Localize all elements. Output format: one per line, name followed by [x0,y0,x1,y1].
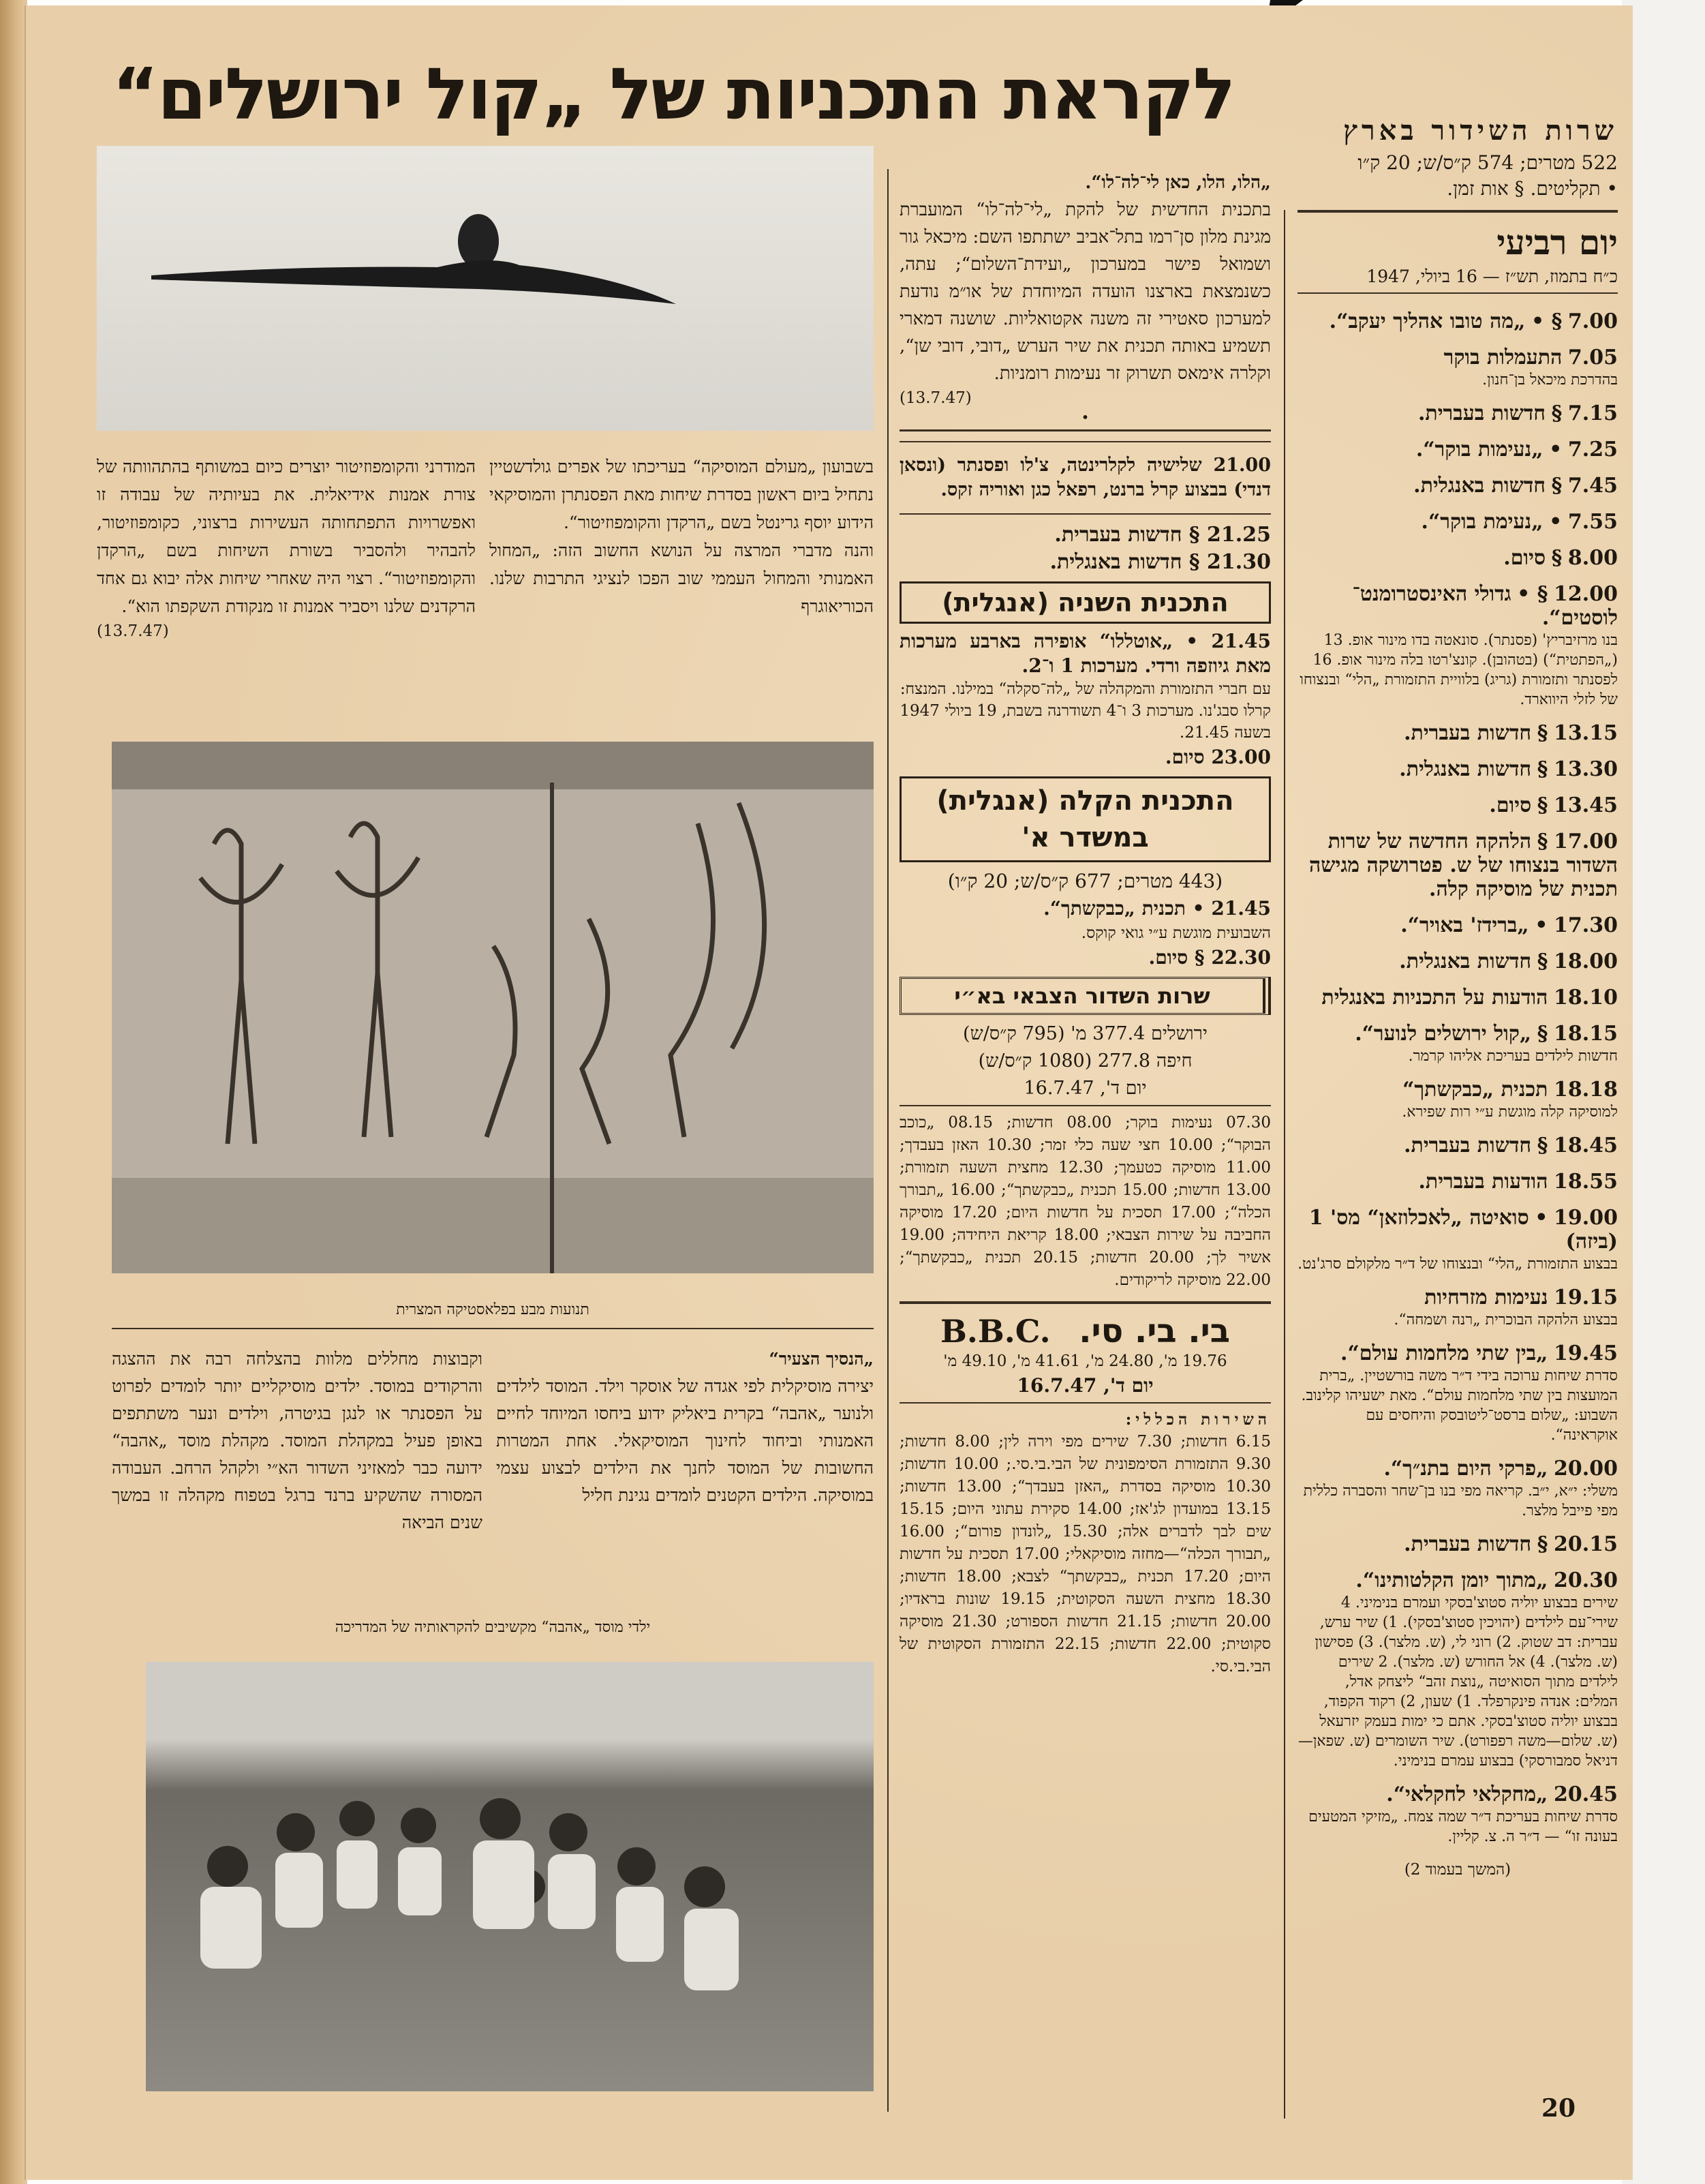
entry-description: למוסיקה קלה מוגשת ע״י רות שפירא. [1402,1104,1618,1121]
schedule-entry [1297,830,1618,902]
entry-description: בבצוע הלהקה הבוכרית „רנה ושמחה“. [1394,1311,1618,1329]
entry-title: „קול ירושלים לנוער“. [1355,1022,1532,1046]
entry-time: 18.55 [1554,1170,1618,1194]
entry-time: 7.25 [1567,438,1618,461]
light-request-description: השבועית מוגשת ע״י גואי קוקס. [1081,924,1271,942]
clarinet-entry: 21.00 שלישיה לקלרינטה, צ'לו ופסנתר (ונסאן דנדי) בבצוע קרל ברנט, רפאל כגן ואוריה זקס. [900,455,1271,500]
music-world-text-a [489,453,874,620]
entry-title: „ברידז' באויר“. [1400,913,1529,937]
entry-time: 19.00 [1554,1206,1618,1230]
entry-time: 12.00 [1554,582,1618,606]
schedule-entry [1297,583,1618,710]
schedule-entry [1297,914,1618,938]
masthead-title: שרות השידור בארץ [1343,115,1618,147]
schedule-entry [1297,310,1618,334]
schedule-entry [1297,1783,1618,1847]
schedule-entry [1297,1286,1618,1330]
column-rule [1284,210,1285,2119]
othello-entry: 21.45 • „אוטללו“ אופירה בארבע מערכות מאת גיוזפה ורדי. מערכות 1 ו־2. [900,630,1271,677]
army-schedule-text: 07.30 נעימות בוקר; 08.00 חדשות; 08.15 „כוכב הבוקר“; 10.00 חצי שעה כלי זמר; 10.30 האזן בעבדך; 11.00 מוסיקה כטעמך; 12.30 מחצית השעה תזמורת; 13.00 חדשות; 15.00 תכנית „כבקשתך“; 16.00 „תבורך הכלה“; 17.00 תסכית על חדשות היום; 17.20 מוסיקה החביבה על שירות הצבאי; 18.00 קריאת היחידה; 19.00 אשיר לך; 20.00 חדשות; 20.15 תכנית „כבקשתך“; 22.00 מוסיקה לריקודים. [900,1114,1272,1289]
music-world-paragraph-1: בשבועון „מעולם המוסיקה“ בעריכתו של אפרים גולדשטיין נתחיל ביום ראשון בסדרת שיחות מאת הפסנתרן והמוסיקאי הידוע יוסף גרינטל בשם „הרקדן והקומפוזיטור“. [489,457,874,532]
entry-mark: § • [1531,309,1563,333]
schedule-entry [1297,402,1618,426]
entry-title: הלהקה החדשה של שרות השדור בנצוחו של ש. פטרושקה מגישה תכנית של מוסיקה קלה. [1308,830,1618,901]
bbc-header [900,1312,1271,1350]
entry-time: 13.15 [1554,721,1618,745]
music-world-paragraph-2: והנה מדברי המרצה על הנושא החשוב הזה: „המחול האמנותי והמחול העממי שוב הפכו לנציגי התרבות שלנו. הכוריאוגרף [489,541,874,616]
schedule-entry [1297,1078,1618,1122]
schedule-column [1297,222,1618,1881]
continued-note: (המשך בעמוד 2) [1404,1861,1511,1879]
army-jerusalem-frequency: ירושלים 377.4 מ' (795 ק״ס/ש) [963,1023,1208,1044]
entry-mark: • [1535,913,1548,937]
music-world-date: (13.7.47) [97,622,169,640]
entry-title: גדולי האינסטרומנט־ לוסטים“. [1352,582,1618,630]
light-program-frequency: (443 מטרים; 677 ק״ס/ש; 20 ק״ו) [947,870,1223,892]
entry-title: סיום. [1489,793,1532,817]
entry-time: 17.00 [1554,830,1618,853]
schedule-entry [1297,346,1618,390]
background-surface [1622,0,1705,2184]
swimmer-figure [97,146,874,431]
young-prince-article-b [112,1346,482,1536]
entry-mark: § [1537,793,1548,817]
entry-mark: § [1537,950,1548,973]
entry-time: 18.45 [1554,1134,1618,1157]
middle-column [900,169,1271,1678]
entry-title: חדשות בעברית. [1404,1532,1532,1556]
schedule-entry [1297,794,1618,818]
entry-time: 7.55 [1567,510,1618,534]
entry-time: 7.00 [1567,309,1618,333]
entry-mark: § [1537,721,1548,745]
bbc-date: יום ד', 16.7.47 [1017,1374,1154,1397]
entry-mark: § • [1517,582,1548,606]
entry-mark: § [1551,546,1563,570]
entry-title: „מתוך יומן הקלטותינו“. [1355,1568,1548,1592]
lilalo-heading: „הלו, הלו, כאן לי־לה־לו“. [1085,172,1271,193]
entry-title: סואיטה „לאכלוזאן“ מס' 1 (ביזה) [1308,1206,1618,1254]
end-entry-1: 23.00 סיום. [1165,746,1271,768]
entry-mark: § [1537,1532,1548,1556]
entry-time: 20.45 [1554,1783,1618,1806]
entry-description: שירים בבצוע יוליה סטוצ'בסקי ועמרם בנימיני. 4 שירי־עם לילדים (יהויכין סטוצ'בסקי). 1) שיר ערש, עברית: דב שטוק. 2) רוני לי, (ש. מלצר). 3) פסישון (ש. מלצר). 4) אל החורש (ש. מלצר). 2 שירים לילדים מתוך הסואיטה „נוצת זהב“ ליצחק אדל, המלים: אנדה פינקרפלד. 1) שעון, 2) רקוד הקפוד, בבצוע יוליה סטוצ'בסקי. אתם כי ימות בעמק יזרעאל (ש. שלום—משה רפפורט). שיר השומרים (ש. שפאן—דניאל סמבורסקי) בבצוע עמרם בנימיני. [1297,1594,1618,1770]
entry-time: 8.00 [1567,546,1618,570]
schedule-entry [1297,1533,1618,1557]
entry-description: סדרת שיחות בעריכת ד״ר שמה צמח. „מזיקי המטעים בעונה זו“ — ד״ר ה. צ. קליין. [1308,1808,1618,1845]
lilalo-date: (13.7.47) [900,389,972,407]
egyptian-relief-photo [112,742,874,1273]
entry-title: חדשות בעברית. [1417,401,1546,425]
book-spine [0,0,27,2184]
entry-description: סדרת שיחות ערוכה בידי ד״ר משה בורשטיין. „ברית המועצות בין שתי מלחמות עולם“. מאת ישעיהו קלינוב. השבוע: „שלום ברסט־ליטובסק והיחסים עם אוקראינה“. [1301,1367,1618,1444]
masthead-subtitle [1297,150,1618,202]
entry-time: 18.18 [1554,1078,1618,1102]
schedule-entry [1297,474,1618,498]
entry-title: הודעות על התכניות באנגלית [1321,986,1548,1010]
schedule-entry [1297,1134,1618,1158]
entry-title: „מה טובו אהליך יעקב“. [1329,309,1526,333]
entry-title: התעמלות בוקר [1443,346,1563,369]
mid-rule-3 [900,513,1271,515]
army-rule [900,1105,1271,1106]
bbc-rule [900,1301,1271,1304]
schedule-entry [1297,1457,1618,1521]
day-title: יום רביעי [1496,222,1618,262]
schedule-entry [1297,1342,1618,1445]
bbc-title-hebrew: בי. בי. סי. [1079,1312,1230,1350]
young-prince-article-a [496,1346,874,1509]
schedule-entry [1297,1170,1618,1194]
young-prince-paragraph-1: יצירה מוסיקלית לפי אגדה של אוסקר וילד. המוסד לילדים ולנוער „אהבה“ בקרית ביאליק ידוע ביחסו המיוחד לחיים האמנותי וביחוד לחינוך המוסיקאלי. אחת המטרות החשובות של המוסד לחנך את הילדים לבצוע עצמי במוסיקה. הילדים הקטנים לומדים נגינת חליל [496,1376,874,1505]
entry-time: 7.05 [1567,346,1618,369]
entry-time: 13.45 [1554,793,1618,817]
entry-title: „בין שתי מלחמות עולם“. [1340,1341,1548,1365]
page-number: 20 [1541,2094,1576,2123]
schedule-entry [1297,438,1618,462]
entry-title: חדשות בעברית. [1404,721,1532,745]
schedule-entry [1297,511,1618,534]
schedule-entry [1297,547,1618,571]
entry-time: 17.30 [1554,913,1618,937]
entry-mark: § [1537,757,1548,781]
entry-title: סיום. [1503,546,1546,570]
second-program-box: התכנית השניה (אנגלית) [900,581,1271,624]
schedule-entry [1297,950,1618,974]
schedule-entry [1297,722,1618,746]
young-prince-paragraph-2: וקבוצות מחללים מלוות בהצלחה רבה את ההצגה והרקודים במוסד. ילדים מוסיקליים יותר לומדים לפרוט על הפסנתר או לנגן בגיטרה, וילדים ונער משתתפים באופן פעיל במקהלת המוסד. מקהלת מוסד „אהבה“ ידועה כבר למאזיני השדור הא״י ולקהל הרחב. העבודה המסורה שהשקיע ברנד ברגל בטפוח מקהלה זו במשך שנים הביאה [112,1349,482,1532]
young-prince-title: „הנסיך הצעיר“ [769,1349,874,1369]
entry-time: 7.15 [1567,401,1618,425]
entry-description: בבצוע התזמורת „הלי“ ובנצוחו של ד״ר מלקולם סרג'נט. [1297,1256,1618,1273]
music-world-text-b [97,453,476,642]
masthead-rule [1297,210,1618,213]
bbc-date-rule [900,1402,1271,1404]
music-world-paragraph-3: המודרני והקומפוזיטור יוצרים כיום במשותף בהתהוותה של צורת אמנות אידיאלית. את בעיותיה של עבודה זו ואפשרויות התפתחותה העשירות ברצוני, כקומפוזיטור, להבהיר ולהסביר בשורת השיחות בשם „הרקדן והקומפוזיטור“. רצוי היה שאחרי שיחות אלה יבוא גם אחד הרקדנים שלנו ויסביר אמנות זו מנקודת השקפתו הוא“. [97,457,476,616]
magazine-page [25,5,1633,2180]
army-date: יום ד', 16.7.47 [1024,1078,1147,1099]
mid-rule-2 [900,441,1271,442]
entry-description: בהדרכת מיכאל בן־חנון. [1482,371,1618,389]
entry-title: חדשות בעברית. [1404,1134,1532,1157]
entry-time: 19.45 [1554,1341,1618,1365]
news-english-entry: 21.30 § חדשות באנגלית. [1049,550,1271,574]
entry-title: „נעימות בוקר“. [1415,438,1543,461]
entry-mark: • [1549,510,1563,534]
news-hebrew-entry: 21.25 § חדשות בעברית. [1054,523,1271,547]
children-photo [146,1662,874,2091]
entry-time: 19.15 [1554,1286,1618,1309]
entry-time: 20.00 [1554,1457,1618,1481]
light-program-box: התכנית הקלה (אנגלית) במשדר א' [900,776,1271,862]
schedule-entry [1297,1022,1618,1066]
entry-mark: § [1537,1134,1548,1157]
schedule-entry [1297,1207,1618,1274]
entry-mark: § [1551,401,1563,425]
entry-time: 18.15 [1554,1022,1618,1046]
schedule-entry [1297,1569,1618,1771]
army-haifa-frequency: חיפה 277.8 (1080 ק״ס/ש) [978,1050,1193,1072]
bbc-service-label: השירות הכללי: [1125,1410,1271,1429]
entry-title: תכנית „כבקשתך“ [1402,1078,1548,1102]
kids-caption: ילדי מוסד „אהבה“ מקשיבים להקראותיה של המדריכה [335,1619,651,1636]
schedule-entry [1297,758,1618,782]
army-radio-box: שרות השדור הצבאי בא״י [900,977,1271,1015]
entry-time: 20.30 [1554,1568,1618,1592]
entry-title: הודעות בעברית. [1418,1170,1548,1194]
day-rule [1297,292,1618,294]
mid-rule-1 [900,429,1271,431]
entry-title: חדשות באנגלית. [1413,474,1546,498]
light-request-entry: 21.45 • תכנית „כבקשתך“. [1043,897,1271,920]
column-rule-2 [887,169,889,2112]
entry-title: נעימות מזרחיות [1424,1286,1548,1309]
entry-description: בנו מרזיבריץ' (פסנתר). סונאטה בדו מינור אופ. 13 („הפתטית“) (בטהובן). קונצ'רטו בלה מינור אופ. 16 לפסנתר ותזמורת (גריג) בלוויית התזמורת „הלי“ ובנצוחו של לזלי היווארד. [1300,632,1618,708]
entry-title: חדשות באנגלית. [1399,757,1532,781]
entry-time: 18.10 [1554,986,1618,1010]
entry-description: משלי: י״א, י״ב. קריאה מפי בנו בן־שחר והסברה כללית מפי פייבל מלצר. [1303,1483,1618,1519]
bullet-divider: • [1081,409,1090,425]
page-headline: לקראת התכניות של „קול ירושלים“ [112,52,1235,136]
entry-mark: • [1549,438,1563,461]
othello-description: עם חברי התזמורת והמקהלה של „לה־סקלה“ במילנו. המנצח: קרלו סבג'נו. מערכות 3 ו־4 תשודרנה בשבת, 19 ביולי 1947 בשעה 21.45. [900,680,1271,742]
entry-title: חדשות באנגלית. [1399,950,1532,973]
entry-time: 7.45 [1567,474,1618,498]
entry-time: 13.30 [1554,757,1618,781]
caption-rule [112,1328,874,1329]
entry-title: „פרקי היום בתנ״ך“. [1383,1457,1548,1481]
entry-title: „נעימת בוקר“. [1421,510,1543,534]
day-date: כ״ח בתמוז, תש״ז — 16 ביולי, 1947 [1366,267,1618,286]
bbc-schedule-text: 6.15 חדשות; 7.30 שירים מפי וירה לין; 8.00 חדשות; 9.30 התזמורת הסימפונית של הבי.בי.סי.; 10.00 חדשות; 10.30 מוסיקה בסדרת „האזן בעבדך“; 13.00 חדשות; 13.15 במועדון לג'אז; 14.00 סקירת עתוני היום; 15.15 שים לבך לדברים אלה; 15.30 „לונדון פורום“; 16.00 „תבורך הכלה“—מחזה מוסיקאלי; 17.00 תסכית על חדשות היום; 17.20 תכנית „כבקשתך“ לצבא; 18.00 חדשות; 18.30 מחצית השעה הסקוטית; 19.15 שונות בראדיו; 20.00 חדשות; 21.15 חדשות הספורט; 21.30 מוסיקה סקוטית; 22.00 חדשות; 22.15 התזמורת הסקוטית של הבי.בי.סי. [900,1433,1272,1675]
masthead-legend: • תקליטים. § אות זמן. [1447,177,1618,200]
masthead-frequency: 522 מטרים; 574 ק״ס/ש; 20 ק״ו [1357,151,1618,174]
lilalo-article: בתכנית החדשית של להקת „לי־לה־לו“ המועברת מגינת מלון סן־רמו בתל־אביב ישתתפו השם: מיכאל גור ושמואל פישר במערכון „ועידת־השלום“; עתה, כשנמצאת בארצנו הועדה המיוחדת של או״מ נודעת למערכון סאטירי זה משנה אקטואליות. שושנה דמארי תשמיע באותה תכנית את שיר הערש „דובי, דובי שן“, וקלרה אימאס תשרוק זר נעימות רומניות. [900,200,1271,384]
schedule-list [1297,310,1618,1847]
schedule-entry [1297,986,1618,1010]
bbc-frequencies: 19.76 מ', 24.80 מ', 41.61 מ', 49.10 מ' [943,1352,1227,1370]
relief-figures [112,742,874,1273]
children-group [146,1662,874,2091]
entry-time: 20.15 [1554,1532,1618,1556]
relief-caption: תנועות מבע בפלאסטיקה המצרית [396,1301,589,1318]
entry-mark: § [1537,1022,1548,1046]
entry-mark: • [1535,1206,1548,1230]
entry-mark: § [1551,474,1563,498]
bbc-title-english: B.B.C. [940,1313,1051,1350]
entry-mark: § [1537,830,1548,853]
swimmer-photo [97,146,874,431]
light-end-entry: 22.30 § סיום. [1148,946,1271,969]
entry-description: חדשות לילדים בעריכת אליהו קרמר. [1408,1048,1618,1065]
entry-time: 18.00 [1554,950,1618,973]
entry-title: „מחקלאי לחקלאי“. [1386,1783,1548,1806]
